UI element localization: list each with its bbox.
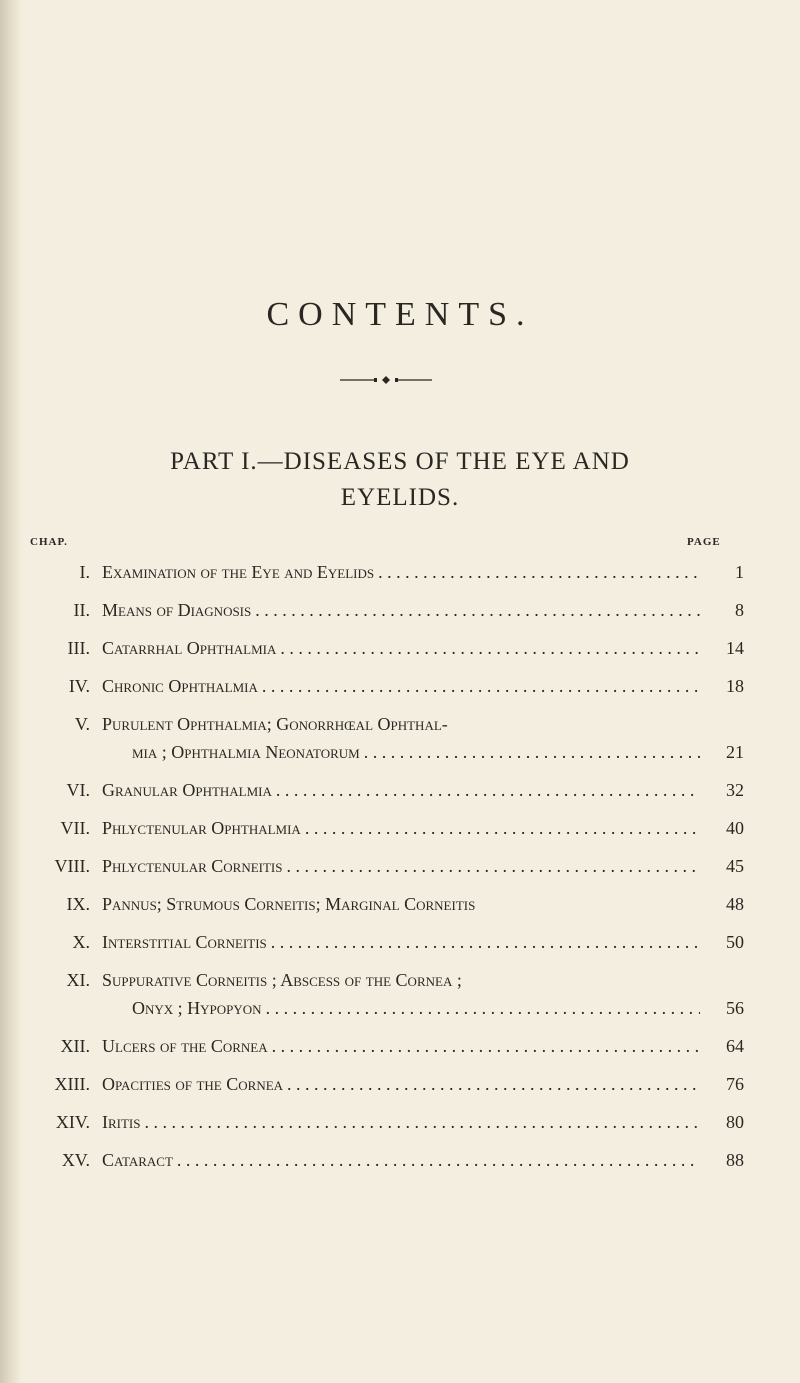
chapter-page: 45 xyxy=(700,855,744,877)
chapter-number: VI. xyxy=(66,780,90,800)
chapter-number: IV. xyxy=(68,676,90,696)
chapter-title: Iritis xyxy=(102,1112,145,1132)
chapter-title-continued: Onyx ; Hypopyon xyxy=(132,998,266,1018)
chapter-number: II. xyxy=(73,600,90,620)
chapter-number: XV. xyxy=(61,1150,90,1170)
chap-column-header: CHAP. xyxy=(30,536,68,548)
chapter-title: Means of Diagnosis xyxy=(102,600,255,620)
page-title: CONTENTS. xyxy=(266,296,534,333)
chapter-number: XIII. xyxy=(54,1074,90,1094)
chapter-page: 48 xyxy=(700,893,744,915)
page-spine-shadow xyxy=(0,0,22,1383)
part-heading-line-2: EYELIDS. xyxy=(340,484,460,511)
chapter-title: Granular Ophthalmia xyxy=(102,780,276,800)
chapter-page: 8 xyxy=(700,599,744,621)
chapter-page: 32 xyxy=(700,779,744,801)
chapter-page: 76 xyxy=(700,1073,744,1095)
chapter-page: 80 xyxy=(700,1111,744,1133)
ornament-divider xyxy=(340,376,432,384)
chapter-number: X. xyxy=(72,932,90,952)
chapter-title: Cataract xyxy=(102,1150,177,1170)
chapter-page: 40 xyxy=(700,817,744,839)
chapter-title-continued: mia ; Ophthalmia Neonatorum xyxy=(132,742,364,762)
chapter-title: Examination of the Eye and Eyelids xyxy=(102,562,378,582)
part-heading-line-1: PART I.—DISEASES OF THE EYE AND xyxy=(170,448,630,475)
chapter-number: XIV. xyxy=(55,1112,90,1132)
chapter-title: Phlyctenular Ophthalmia xyxy=(102,818,305,838)
chapter-number: VII. xyxy=(60,818,90,838)
chapter-number: XII. xyxy=(60,1036,90,1056)
chapter-title: Pannus; Strumous Corneitis; Marginal Corneitis xyxy=(102,894,479,914)
chapter-title: Opacities of the Cornea xyxy=(102,1074,287,1094)
chapter-title: Catarrhal Ophthalmia xyxy=(102,638,280,658)
chapter-page: 21 xyxy=(700,741,744,763)
chapter-number: VIII. xyxy=(54,856,90,876)
chapter-page: 50 xyxy=(700,931,744,953)
chapter-number: IX. xyxy=(66,894,90,914)
chapter-title: Chronic Ophthalmia xyxy=(102,676,262,696)
chapter-number: V. xyxy=(74,714,90,734)
chapter-title: Phlyctenular Corneitis xyxy=(102,856,286,876)
chapter-title: Purulent Ophthalmia; Gonorrhœal Ophthal- xyxy=(102,714,452,734)
chapter-page: 18 xyxy=(700,675,744,697)
chapter-number: XI. xyxy=(66,970,90,990)
chapter-page: 64 xyxy=(700,1035,744,1057)
chapter-title: Interstitial Corneitis xyxy=(102,932,271,952)
chapter-number: III. xyxy=(67,638,90,658)
chapter-title: Suppurative Corneitis ; Abscess of the Cornea ; xyxy=(102,970,466,990)
chapter-title: Ulcers of the Cornea xyxy=(102,1036,272,1056)
chapter-page: 1 xyxy=(700,561,744,583)
chapter-page: 14 xyxy=(700,637,744,659)
chapter-page: 56 xyxy=(700,997,744,1019)
part-heading xyxy=(60,444,740,516)
page-column-header: PAGE xyxy=(687,536,721,548)
chapter-number: I. xyxy=(79,562,90,582)
chapter-page: 88 xyxy=(700,1149,744,1171)
